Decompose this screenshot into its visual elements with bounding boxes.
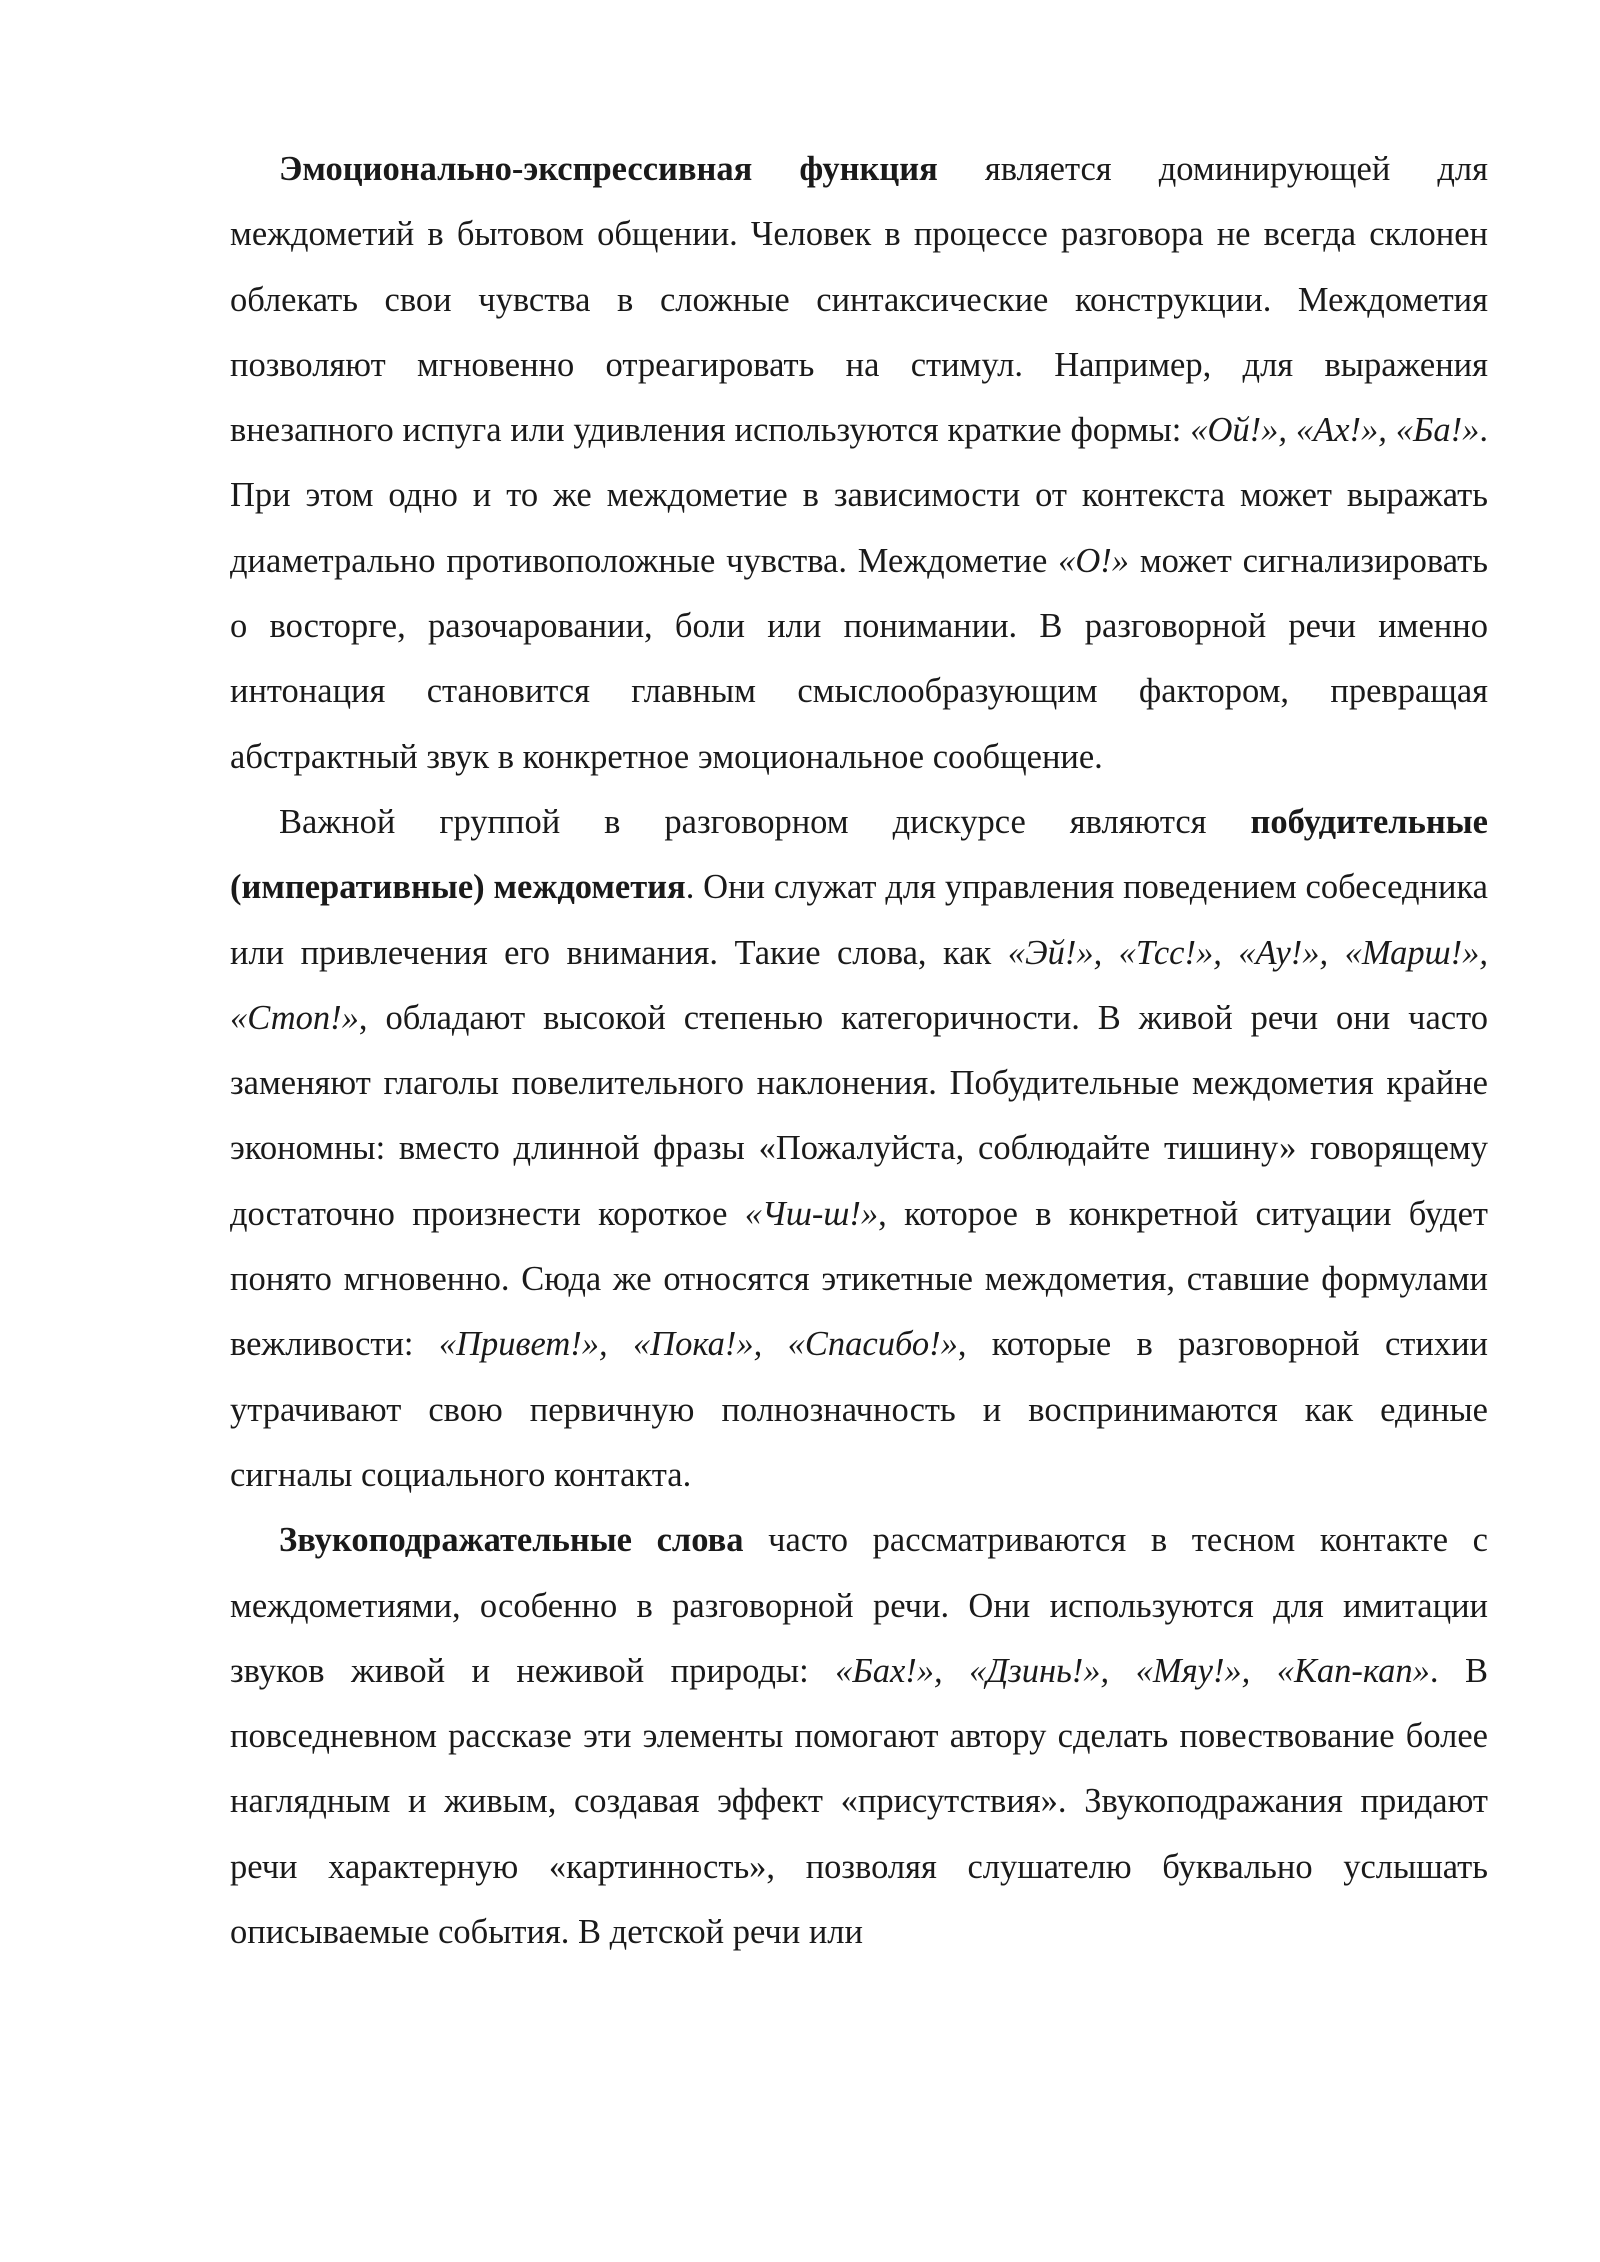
bold-term: Звукоподражательные слова [279,1521,744,1560]
text-run: . Они служат для управления поведением собеседника или привлечения его внимания. Такие слова, как [230,868,1488,972]
example-interjections: «Эй!», «Тсс!», «Ау!», «Марш!», «Стоп!» [230,933,1488,1037]
text-run: часто рассматриваются в тесном контакте с междометиями, особенно в разговорной речи. Они используются для имитации звуков живой и неживой природы: [230,1521,1488,1690]
text-run: , обладают высокой степенью категоричности. В живой речи они часто заменяют глаголы повелительного наклонения. Побудительные междометия крайне экономны: вместо длинной фразы «Пожалуйста, соблюдайте тишину» говорящему достаточно произнести короткое [230,998,1488,1233]
text-run: . В повседневном рассказе эти элементы помогают автору сделать повествование более наглядным и живым, создавая эффект «присутствия». Звукоподражания придают речи характерную «картинность», позволяя слушателю буквально услышать описываемые события. В детской речи или [230,1651,1488,1952]
text-run: Важной группой в разговорном дискурсе являются [279,802,1251,841]
example-interjections: «Привет!», «Пока!», «Спасибо!» [438,1325,958,1364]
text-run: , которые в разговорной стихии утрачивают свою первичную полнозначность и воспринимаются как единые сигналы социального контакта. [230,1325,1488,1494]
example-interjections: «Чш-ш!» [744,1194,879,1233]
example-interjections: «Бах!», «Дзинь!», «Мяу!», «Кап-кап» [835,1651,1430,1690]
text-run: , которое в конкретной ситуации будет понято мгновенно. Сюда же относятся этикетные междометия, ставшие формулами вежливости: [230,1194,1488,1364]
text-run: может сигнализировать о восторге, разочаровании, боли или понимании. В разговорной речи именно интонация становится главным смыслообразующим фактором, превращая абстрактный звук в конкретное эмоциональное сообщение. [230,541,1488,776]
bold-term: побудительные (императивные) междометия [230,802,1488,907]
paragraph-onomatopoeia [230,1508,1488,1965]
paragraph-emotional-function [230,137,1488,790]
bold-term: Эмоционально-экспрессивная функция [279,150,938,188]
text-run: является доминирующей для междометий в бытовом общении. Человек в процессе разговора не всегда склонен облекать свои чувства в сложные синтаксические конструкции. Междометия позволяют мгновенно отреагировать на стимул. Например, для выражения внезапного испуга или удивления используются краткие формы: [230,150,1488,450]
paragraph-imperative-interjections [230,790,1488,1508]
text-run: . При этом одно и то же междометие в зависимости от контекста может выражать диаметрально противоположные чувства. Междометие [230,411,1488,580]
example-interjections: «Ой!», «Ах!», «Ба!» [1190,411,1480,450]
example-interjections: «О!» [1058,541,1130,580]
